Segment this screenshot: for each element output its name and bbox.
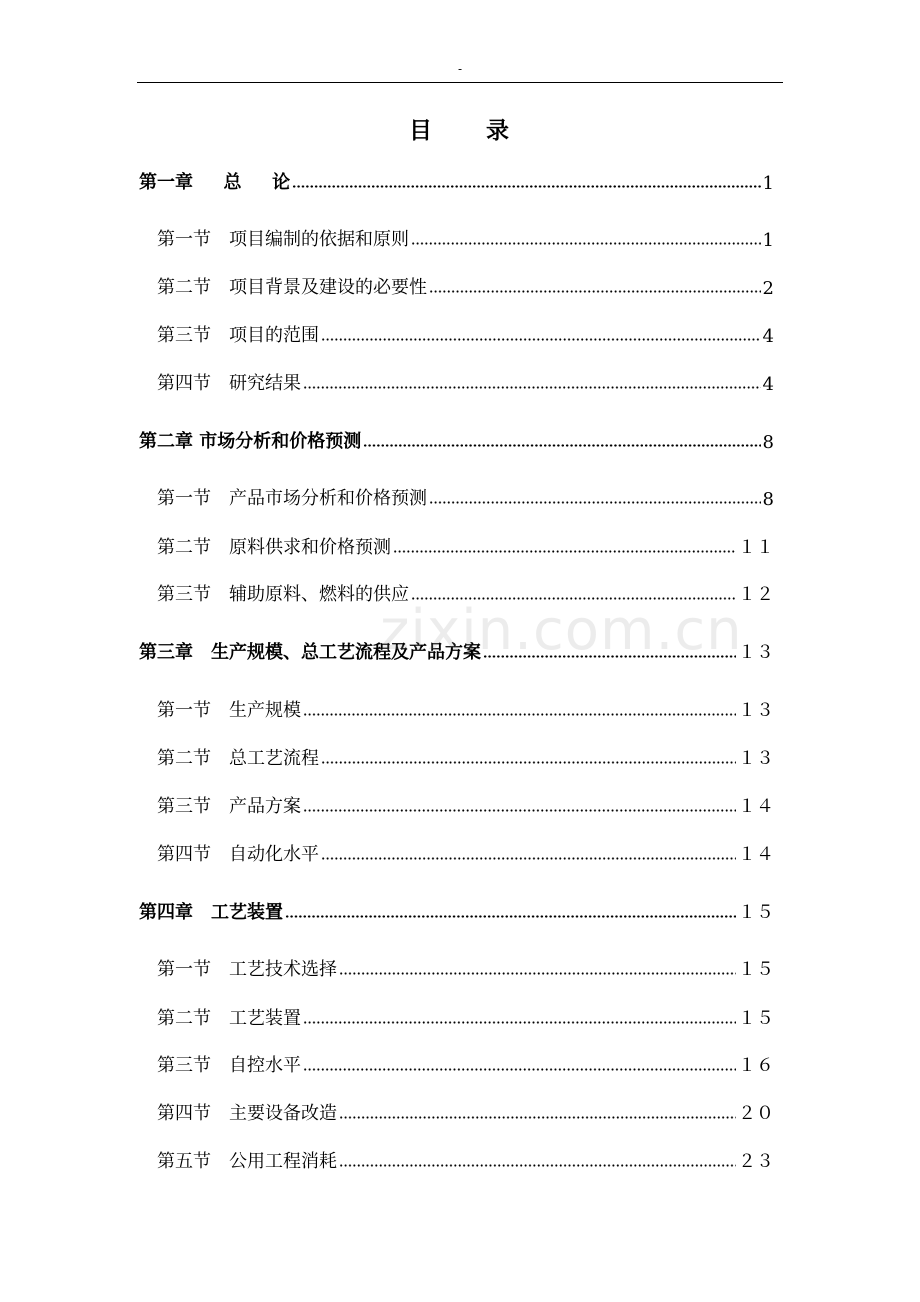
toc-leader-dots: [303, 1068, 736, 1071]
toc-page-number: 8: [762, 489, 774, 510]
toc-entry-label: 第三章 生产规模、总工艺流程及产品方案: [139, 642, 481, 663]
toc-leader-dots: [292, 185, 760, 188]
toc-section-entry[interactable]: [157, 696, 774, 722]
toc-section-entry[interactable]: [157, 744, 774, 770]
toc-leader-dots: [363, 444, 760, 447]
toc-page-number: １３: [738, 642, 774, 663]
toc-chapter-entry[interactable]: [139, 898, 774, 924]
toc-leader-dots: [411, 597, 736, 600]
toc-leader-dots: [339, 1164, 736, 1167]
toc-section-entry[interactable]: [157, 1004, 774, 1030]
toc-section-entry[interactable]: [157, 792, 774, 818]
toc-leader-dots: [429, 290, 761, 293]
toc-entry-label: 第二节 工艺装置: [157, 1008, 301, 1029]
header-mark: -: [457, 62, 463, 76]
toc-page-number: 2: [762, 278, 774, 299]
toc-entry-label: 第一章 总 论: [139, 172, 291, 193]
toc-section-entry[interactable]: [157, 273, 774, 299]
toc-entry-label: 第二节 项目背景及建设的必要性: [157, 277, 427, 298]
toc-entry-label: 第四章 工艺装置: [139, 902, 283, 923]
toc-page-number: １６: [738, 1055, 774, 1076]
toc-leader-dots: [339, 1116, 736, 1119]
toc-section-entry[interactable]: [157, 533, 774, 559]
toc-entry-label: 第二章 市场分析和价格预测: [139, 431, 362, 452]
watermark: zixin.com.cn: [380, 598, 743, 663]
toc-leader-dots: [393, 550, 736, 553]
toc-leader-dots: [303, 1021, 736, 1024]
toc-entry-label: 第二节 总工艺流程: [157, 748, 319, 769]
toc-entry-label: 第一节 工艺技术选择: [157, 959, 337, 980]
toc-page-number: 4: [762, 326, 774, 347]
toc-leader-dots: [321, 857, 736, 860]
toc-leader-dots: [321, 761, 736, 764]
toc-leader-dots: [285, 915, 736, 918]
toc-leader-dots: [303, 809, 736, 812]
toc-chapter-entry[interactable]: [139, 638, 774, 664]
toc-page-number: ２０: [738, 1103, 774, 1124]
toc-page-number: 8: [762, 432, 774, 453]
toc-page-number: １３: [738, 700, 774, 721]
toc-title-char: 目: [409, 118, 434, 144]
toc-page-number: 4: [762, 374, 774, 395]
toc-page-number: 1: [762, 173, 774, 194]
toc-page-number: １４: [738, 796, 774, 817]
toc-section-entry[interactable]: [157, 840, 774, 866]
toc-chapter-entry[interactable]: [139, 168, 774, 194]
toc-section-entry[interactable]: [157, 1147, 774, 1173]
toc-page-number: １５: [738, 902, 774, 923]
toc-leader-dots: [483, 655, 736, 658]
toc-entry-label: 第三节 产品方案: [157, 796, 301, 817]
toc-section-entry[interactable]: [157, 369, 774, 395]
toc-entry-label: 第四节 自动化水平: [157, 844, 319, 865]
toc-page-number: １４: [738, 844, 774, 865]
toc-entry-label: 第三节 项目的范围: [157, 325, 319, 346]
toc-chapter-entry[interactable]: [139, 427, 774, 453]
toc-leader-dots: [303, 386, 761, 389]
toc-entry-label: 第四节 主要设备改造: [157, 1103, 337, 1124]
toc-page-number: １３: [738, 748, 774, 769]
toc-entry-label: 第一节 生产规模: [157, 700, 301, 721]
toc-section-entry[interactable]: [157, 321, 774, 347]
toc-page-number: １１: [738, 537, 774, 558]
toc-page-number: １５: [738, 959, 774, 980]
toc-entry-label: 第三节 辅助原料、燃料的供应: [157, 584, 409, 605]
toc-entry-label: 第一节 产品市场分析和价格预测: [157, 488, 427, 509]
toc-leader-dots: [303, 713, 736, 716]
toc-page-number: 1: [762, 230, 774, 251]
toc-section-entry[interactable]: [157, 1099, 774, 1125]
toc-section-entry[interactable]: [157, 1051, 774, 1077]
toc-section-entry[interactable]: [157, 484, 774, 510]
toc-entry-label: 第一节 项目编制的依据和原则: [157, 229, 409, 250]
toc-leader-dots: [429, 501, 761, 504]
toc-page-number: ２３: [738, 1151, 774, 1172]
toc-leader-dots: [339, 972, 736, 975]
toc-entry-label: 第三节 自控水平: [157, 1055, 301, 1076]
toc-section-entry[interactable]: [157, 225, 774, 251]
toc-section-entry[interactable]: [157, 955, 774, 981]
toc-title-char: 录: [486, 118, 511, 144]
toc-page-number: １５: [738, 1008, 774, 1029]
toc-entry-label: 第四节 研究结果: [157, 373, 301, 394]
toc-leader-dots: [411, 242, 761, 245]
toc-section-entry[interactable]: [157, 580, 774, 606]
toc-entry-label: 第五节 公用工程消耗: [157, 1151, 337, 1172]
toc-entry-label: 第二节 原料供求和价格预测: [157, 537, 391, 558]
toc-page-number: １２: [738, 584, 774, 605]
toc-leader-dots: [321, 338, 761, 341]
